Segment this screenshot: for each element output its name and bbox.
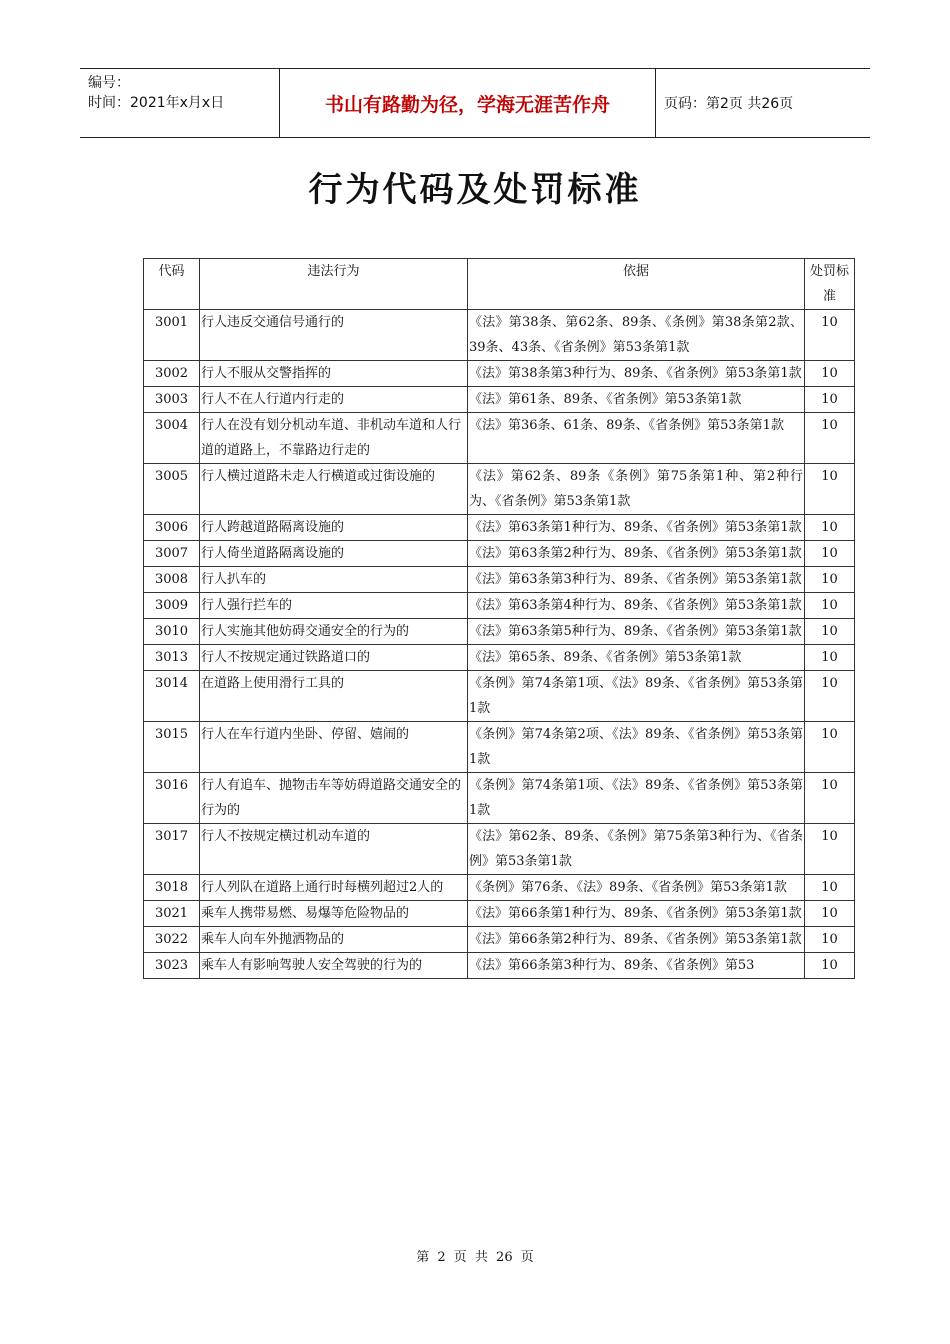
cell-fine: 10 (805, 953, 855, 979)
cell-code: 3003 (144, 387, 200, 413)
cell-fine: 10 (805, 464, 855, 515)
cell-basis: 《法》第38条第3种行为、89条、《省条例》第53条第1款 (468, 361, 805, 387)
cell-basis: 《法》第61条、89条、《省条例》第53条第1款 (468, 387, 805, 413)
cell-basis: 《法》第63条第1种行为、89条、《省条例》第53条第1款 (468, 515, 805, 541)
cell-code: 3016 (144, 773, 200, 824)
table-row (144, 927, 855, 953)
cell-basis: 《法》第63条第2种行为、89条、《省条例》第53条第1款 (468, 541, 805, 567)
cell-violation: 行人不服从交警指挥的 (200, 361, 468, 387)
table-row (144, 541, 855, 567)
document-number-label: 编号： (88, 75, 130, 91)
table-row (144, 593, 855, 619)
table-row (144, 310, 855, 361)
cell-code: 3006 (144, 515, 200, 541)
table-row (144, 901, 855, 927)
header-basis: 依据 (468, 259, 805, 310)
cell-violation: 行人强行拦车的 (200, 593, 468, 619)
table-row (144, 671, 855, 722)
cell-fine: 10 (805, 722, 855, 773)
cell-code: 3004 (144, 413, 200, 464)
document-time-label: 时间：2021年x月x日 (88, 95, 225, 111)
cell-code: 3010 (144, 619, 200, 645)
header-fine: 处罚标准 (805, 259, 855, 310)
cell-violation: 行人倚坐道路隔离设施的 (200, 541, 468, 567)
cell-code: 3009 (144, 593, 200, 619)
header-motto: 书山有路勤为径，学海无涯苦作舟 (280, 69, 656, 137)
cell-violation: 行人有追车、抛物击车等妨碍道路交通安全的行为的 (200, 773, 468, 824)
cell-fine: 10 (805, 541, 855, 567)
cell-fine: 10 (805, 619, 855, 645)
cell-code: 3014 (144, 671, 200, 722)
cell-basis: 《条例》第74条第1项、《法》89条、《省条例》第53条第1款 (468, 671, 805, 722)
cell-basis: 《法》第66条第1种行为、89条、《省条例》第53条第1款 (468, 901, 805, 927)
cell-code: 3005 (144, 464, 200, 515)
cell-fine: 10 (805, 645, 855, 671)
cell-fine: 10 (805, 361, 855, 387)
cell-fine: 10 (805, 567, 855, 593)
cell-fine: 10 (805, 927, 855, 953)
cell-fine: 10 (805, 901, 855, 927)
cell-fine: 10 (805, 773, 855, 824)
cell-violation: 乘车人有影响驾驶人安全驾驶的行为的 (200, 953, 468, 979)
cell-code: 3013 (144, 645, 200, 671)
table-row (144, 361, 855, 387)
cell-fine: 10 (805, 671, 855, 722)
cell-basis: 《条例》第76条、《法》89条、《省条例》第53条第1款 (468, 875, 805, 901)
cell-fine: 10 (805, 413, 855, 464)
cell-basis: 《条例》第74条第2项、《法》89条、《省条例》第53条第1款 (468, 722, 805, 773)
cell-violation: 行人违反交通信号通行的 (200, 310, 468, 361)
cell-basis: 《法》第65条、89条、《省条例》第53条第1款 (468, 645, 805, 671)
cell-fine: 10 (805, 875, 855, 901)
table-row (144, 515, 855, 541)
cell-violation: 行人扒车的 (200, 567, 468, 593)
table-header-row (144, 259, 855, 310)
cell-code: 3008 (144, 567, 200, 593)
cell-fine: 10 (805, 310, 855, 361)
cell-violation: 在道路上使用滑行工具的 (200, 671, 468, 722)
table-row (144, 722, 855, 773)
cell-violation: 行人跨越道路隔离设施的 (200, 515, 468, 541)
cell-fine: 10 (805, 593, 855, 619)
cell-violation: 行人不按规定通过铁路道口的 (200, 645, 468, 671)
cell-violation: 行人在没有划分机动车道、非机动车道和人行道的道路上，不靠路边行走的 (200, 413, 468, 464)
table-row (144, 953, 855, 979)
cell-basis: 《法》第36条、61条、89条、《省条例》第53条第1款 (468, 413, 805, 464)
cell-basis: 《条例》第74条第1项、《法》89条、《省条例》第53条第1款 (468, 773, 805, 824)
page-header (80, 68, 870, 138)
cell-basis: 《法》第66条第3种行为、89条、《省条例》第53 (468, 953, 805, 979)
table-row (144, 773, 855, 824)
cell-fine: 10 (805, 824, 855, 875)
cell-violation: 行人在车行道内坐卧、停留、嬉闹的 (200, 722, 468, 773)
cell-fine: 10 (805, 515, 855, 541)
cell-code: 3018 (144, 875, 200, 901)
cell-fine: 10 (805, 387, 855, 413)
cell-basis: 《法》第66条第2种行为、89条、《省条例》第53条第1款 (468, 927, 805, 953)
table-row (144, 413, 855, 464)
cell-basis: 《法》第62条、89条、《条例》第75条第3种行为、《省条例》第53条第1款 (468, 824, 805, 875)
cell-basis: 《法》第63条第4种行为、89条、《省条例》第53条第1款 (468, 593, 805, 619)
cell-basis: 《法》第62条、89条《条例》第75条第1种、第2种行为、《省条例》第53条第1款 (468, 464, 805, 515)
cell-code: 3015 (144, 722, 200, 773)
cell-violation: 行人不在人行道内行走的 (200, 387, 468, 413)
header-code: 代码 (144, 259, 200, 310)
cell-violation: 行人不按规定横过机动车道的 (200, 824, 468, 875)
cell-violation: 行人横过道路未走人行横道或过街设施的 (200, 464, 468, 515)
table-row (144, 567, 855, 593)
header-meta (80, 69, 280, 137)
table-row (144, 824, 855, 875)
cell-basis: 《法》第63条第5种行为、89条、《省条例》第53条第1款 (468, 619, 805, 645)
cell-code: 3007 (144, 541, 200, 567)
table-row (144, 645, 855, 671)
cell-basis: 《法》第63条第3种行为、89条、《省条例》第53条第1款 (468, 567, 805, 593)
cell-violation: 行人列队在道路上通行时每横列超过2人的 (200, 875, 468, 901)
cell-code: 3001 (144, 310, 200, 361)
table-row (144, 619, 855, 645)
violation-table (143, 258, 855, 979)
cell-violation: 行人实施其他妨碍交通安全的行为的 (200, 619, 468, 645)
cell-basis: 《法》第38条、第62条、89条、《条例》第38条第2款、39条、43条、《省条例》第53条第1款 (468, 310, 805, 361)
cell-violation: 乘车人携带易燃、易爆等危险物品的 (200, 901, 468, 927)
header-violation: 违法行为 (200, 259, 468, 310)
cell-code: 3023 (144, 953, 200, 979)
header-page-label: 页码：第2页 共26页 (664, 96, 794, 112)
cell-code: 3021 (144, 901, 200, 927)
cell-code: 3017 (144, 824, 200, 875)
table-row (144, 464, 855, 515)
page-footer: 第 2 页 共 26 页 (416, 1250, 534, 1265)
cell-violation: 乘车人向车外抛洒物品的 (200, 927, 468, 953)
cell-code: 3002 (144, 361, 200, 387)
table-row (144, 387, 855, 413)
document-title: 行为代码及处罚标准 (308, 170, 642, 210)
table-row (144, 875, 855, 901)
cell-code: 3022 (144, 927, 200, 953)
